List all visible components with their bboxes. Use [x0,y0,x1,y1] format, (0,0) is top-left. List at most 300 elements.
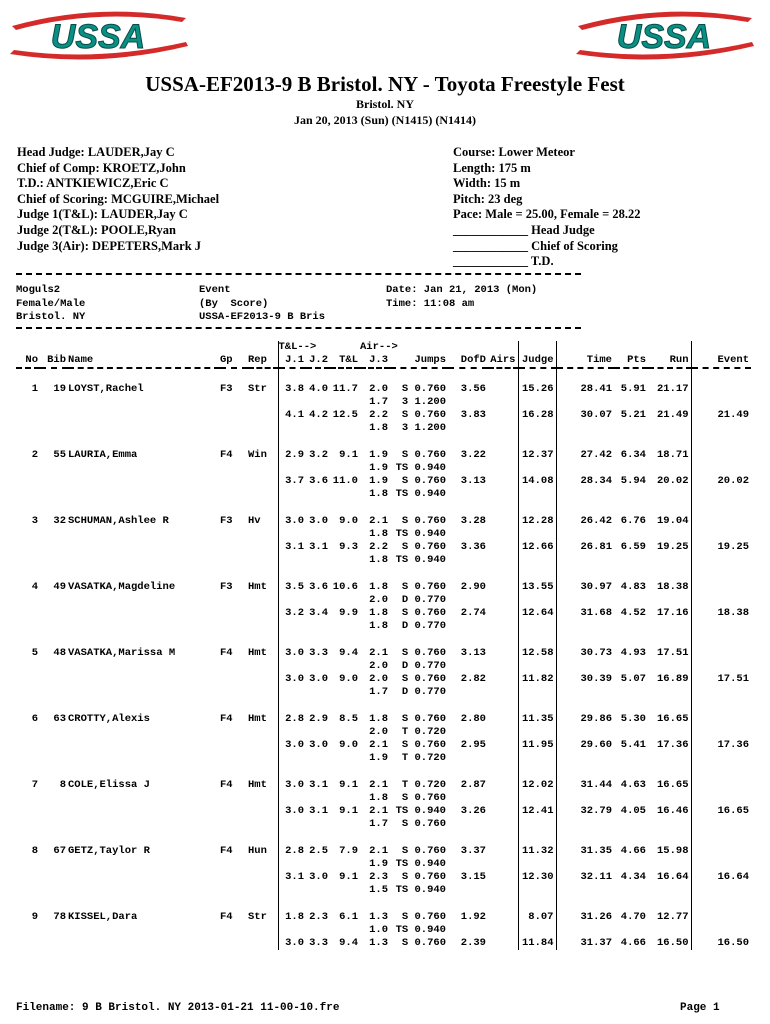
table-row [16,911,751,924]
ussa-logo-left [6,4,191,64]
cell-name [68,554,220,567]
cell-tl: T&L [330,354,360,368]
cell-j2 [306,396,330,409]
cell-gp [220,396,248,409]
cell-jumps: TS 0.940 [395,488,446,501]
cell-tl: 9.0 [339,673,358,685]
cell-time: 26.42 [556,515,614,528]
cell-tl: 9.4 [339,646,358,659]
cell-gp [220,818,248,831]
cell-j3: 1.8 [369,607,388,619]
cell-time [556,884,614,897]
cell-rep: Str [248,382,267,395]
cell-j2 [306,818,330,831]
cell-jumps: S 0.760 [401,818,446,831]
cell-gp [220,726,248,739]
cell-time: 29.86 [556,713,614,726]
cell-name [68,884,220,897]
divider [16,273,581,275]
cell-judge [518,660,556,673]
cell-judge: 11.35 [518,713,556,726]
cell-airs [488,647,518,660]
cell-rep: Hun [248,844,267,857]
cell-no: 5 [31,646,38,659]
cell-j2: 3.0 [309,871,328,883]
cell-bib: 19 [53,382,66,395]
official-line: Judge 2(T&L): POOLE,Ryan [17,222,176,237]
cell-rep [248,488,278,501]
cell-tl [330,396,360,409]
cell-judge: 12.28 [518,515,556,528]
cell-no [16,554,40,567]
table-row [16,528,751,541]
cell-judge [518,341,556,354]
cell-time [556,924,614,937]
cell-name [68,686,220,699]
course-line: Pace: Male = 25.00, Female = 28.22 [453,207,641,222]
cell-jumps: S 0.760 [401,739,446,751]
cell-bib [40,792,68,805]
cell-name [68,594,220,607]
cell-dofd [448,341,488,354]
cell-j1 [278,488,306,501]
cell-run: 16.89 [656,673,689,685]
cell-tl: 7.9 [339,844,358,857]
cell-event [691,686,751,699]
cell-name [68,792,220,805]
cell-run: 21.49 [656,409,689,421]
cell-time [556,752,614,765]
cell-pts: 4.05 [620,805,646,817]
cell-tl [330,488,360,501]
cell-judge: 16.28 [518,409,556,422]
course-info [453,145,640,270]
cell-rep [248,884,278,897]
cell-airs [488,858,518,871]
cell-jumps: TS 0.940 [395,884,446,897]
cell-time: Time [556,354,614,368]
cell-airs [488,409,518,422]
event-location: Bristol. NY [356,97,414,111]
cell-j2: 4.0 [309,382,328,395]
cell-jumps: S 0.760 [401,541,446,553]
table-row [16,845,751,858]
cell-event [691,488,751,501]
cell-time: 31.44 [556,779,614,792]
cell-j1 [278,396,306,409]
cell-time [556,554,614,567]
cell-j3: 1.3 [369,937,388,949]
table-row [16,607,751,620]
cell-name [68,462,220,475]
cell-tl [330,884,360,897]
cell-gp [220,422,248,435]
cell-run [648,686,691,699]
cell-event: Event [691,354,751,368]
cell-rep [248,871,278,884]
cell-dofd [448,752,488,765]
cell-j3: 1.9 [369,448,388,461]
cell-j3: 2.0 [369,673,388,685]
cell-time [556,528,614,541]
cell-event [691,726,751,739]
cell-airs [488,554,518,567]
cell-jumps: S 0.760 [401,514,446,527]
cell-time [556,594,614,607]
event-meta-col1 [16,284,85,325]
cell-gp [220,805,248,818]
cell-j2: 3.6 [309,580,328,593]
cell-tl: 6.1 [339,910,358,923]
cell-dofd: 3.37 [460,844,486,857]
official-line: Judge 1(T&L): LAUDER,Jay C [17,207,188,222]
cell-pts: 6.76 [620,514,646,527]
cell-j1 [278,422,306,435]
cell-pts: 4.63 [620,778,646,791]
cell-j1: T&L--> [278,341,317,353]
cell-airs [488,515,518,528]
cell-j2: J.2 [306,354,330,368]
cell-gp: F3 [220,580,233,593]
cell-dofd: 2.74 [460,607,486,619]
cell-j1: 3.0 [278,805,306,818]
cell-pts [614,620,648,633]
cell-j2: 3.4 [309,607,328,619]
cell-j3: 1.8 [369,554,388,567]
cell-tl [330,528,360,541]
cell-gp [220,528,248,541]
cell-time: 27.42 [556,449,614,462]
cell-rep [248,396,278,409]
cell-bib [40,396,68,409]
cell-j1: 3.2 [278,607,306,620]
cell-j2 [306,620,330,633]
cell-jumps: S 0.760 [401,844,446,857]
cell-jumps: S 0.760 [401,910,446,923]
officials-left [17,145,219,254]
cell-airs [488,805,518,818]
table-row [16,409,751,422]
cell-judge [518,528,556,541]
cell-bib [40,528,68,541]
cell-j2 [306,422,330,435]
cell-event: 16.64 [691,871,751,884]
cell-rep [248,937,278,950]
cell-rep: Rep [248,354,278,368]
cell-j2 [306,554,330,567]
cell-judge [518,620,556,633]
cell-airs [488,884,518,897]
cell-event [691,713,751,726]
cell-jumps: T 0.720 [401,752,446,765]
cell-judge [518,594,556,607]
cell-rep [248,924,278,937]
cell-pts: 4.93 [620,646,646,659]
table-row [16,792,751,805]
cell-name: VASATKA,Magdeline [68,580,176,593]
cell-gp: F4 [220,448,233,461]
cell-airs [488,594,518,607]
cell-j1: 3.0 [278,779,306,792]
cell-tl: 9.0 [339,739,358,751]
cell-time: 32.79 [556,805,614,818]
cell-airs [488,396,518,409]
cell-pts: 6.59 [620,541,646,553]
cell-bib [40,594,68,607]
cell-time [556,726,614,739]
cell-run: 18.38 [656,580,689,593]
cell-pts [614,462,648,475]
cell-airs [488,488,518,501]
cell-j1: 3.1 [278,871,306,884]
cell-judge [518,752,556,765]
cell-airs [488,449,518,462]
cell-judge [518,396,556,409]
cell-jumps: TS 0.940 [395,527,446,540]
signature-line: ____________ T.D. [453,254,554,269]
cell-dofd [448,620,488,633]
meta-line: Event [199,284,231,296]
cell-event [691,341,751,354]
cell-j3: 2.1 [369,739,388,751]
cell-gp: F4 [220,844,233,857]
cell-airs [488,528,518,541]
cell-j3: 1.0 [369,923,388,936]
cell-jumps: D 0.770 [401,593,446,606]
cell-pts [614,594,648,607]
cell-jumps: T 0.720 [401,778,446,791]
cell-dofd: 2.82 [460,673,486,685]
cell-time: 31.26 [556,911,614,924]
cell-event: 16.65 [691,805,751,818]
cell-run: 19.25 [656,541,689,553]
cell-j1 [278,554,306,567]
cell-pts: 5.94 [620,475,646,487]
cell-j2: 2.9 [309,712,328,725]
cell-judge [518,726,556,739]
cell-rep [248,792,278,805]
cell-run [648,660,691,673]
cell-run: 21.17 [656,382,689,395]
cell-dofd: 1.92 [460,910,486,923]
cell-airs: Airs [488,354,518,368]
cell-judge [518,422,556,435]
cell-tl: 9.0 [339,514,358,527]
cell-j2: 4.2 [309,409,328,421]
cell-jumps: S 0.760 [401,448,446,461]
cell-run [648,341,691,354]
cell-run: 16.65 [656,778,689,791]
cell-j3: 1.8 [369,712,388,725]
cell-judge: 12.66 [518,541,556,554]
cell-time [556,620,614,633]
cell-event: 20.02 [691,475,751,488]
cell-name [68,620,220,633]
cell-tl: 9.1 [339,805,358,817]
cell-time: 31.35 [556,845,614,858]
cell-no [16,475,40,488]
cell-j3: 2.0 [369,382,388,395]
cell-rep [248,726,278,739]
cell-gp: F4 [220,712,233,725]
cell-run: 15.98 [656,844,689,857]
cell-tl [330,594,360,607]
row-spacer [16,897,751,910]
cell-gp [220,792,248,805]
cell-time [556,396,614,409]
cell-pts [614,686,648,699]
cell-run: 16.64 [656,871,689,883]
cell-bib [40,937,68,950]
cell-run [648,858,691,871]
cell-j1: 4.1 [278,409,306,422]
cell-jumps: S 0.760 [401,382,446,395]
cell-gp [220,594,248,607]
cell-dofd [448,726,488,739]
table-row [16,541,751,554]
cell-time: 30.97 [556,581,614,594]
cell-pts [614,554,648,567]
cell-event [691,554,751,567]
cell-jumps: Jumps [390,354,448,368]
cell-run: 20.02 [656,475,689,487]
cell-jumps: S 0.760 [401,712,446,725]
cell-gp [220,341,248,354]
cell-airs [488,924,518,937]
table-row [16,673,751,686]
cell-dofd [448,488,488,501]
cell-rep: Hmt [248,580,267,593]
cell-j1 [278,884,306,897]
cell-j3: 1.8 [369,791,388,804]
cell-time: 31.37 [556,937,614,950]
cell-tl: 11.0 [332,475,358,487]
official-line: Judge 3(Air): DEPETERS,Mark J [17,238,202,253]
cell-j1 [278,752,306,765]
cell-j1 [278,462,306,475]
cell-dofd: 3.28 [460,514,486,527]
table-row [16,620,751,633]
results-table [16,341,751,950]
cell-jumps: S 0.760 [401,409,446,421]
cell-tl [330,620,360,633]
cell-j2 [306,752,330,765]
cell-airs [488,462,518,475]
cell-event [691,422,751,435]
cell-j1: 1.8 [278,911,306,924]
cell-no: 3 [31,514,38,527]
cell-no [16,752,40,765]
cell-rep [248,673,278,686]
cell-name [68,409,220,422]
cell-jumps: S 0.760 [401,607,446,619]
cell-jumps [390,341,448,354]
course-line: Length: 175 m [453,160,531,175]
cell-j2 [306,884,330,897]
cell-rep: Hv [248,514,261,527]
row-spacer [16,765,751,778]
cell-time: 30.39 [556,673,614,686]
table-row [16,462,751,475]
table-row [16,726,751,739]
meta-line: Moguls2 [16,284,61,296]
cell-event: 16.50 [691,937,751,950]
cell-j2: 2.3 [309,910,328,923]
cell-rep [248,607,278,620]
cell-time [556,686,614,699]
cell-dofd [448,884,488,897]
cell-dofd [448,554,488,567]
cell-judge: 8.07 [518,911,556,924]
cell-j1 [278,594,306,607]
cell-run [648,818,691,831]
cell-bib: 55 [53,448,66,461]
cell-time: 29.60 [556,739,614,752]
cell-rep [248,818,278,831]
cell-tl [330,422,360,435]
cell-jumps: TS 0.940 [395,923,446,936]
cell-j3: 1.8 [369,580,388,593]
cell-j3: 1.8 [369,422,388,435]
meta-line: Bristol. NY [16,311,86,323]
cell-dofd: 3.36 [460,541,486,553]
cell-event [691,647,751,660]
cell-pts: Pts [614,354,648,368]
cell-dofd [448,422,488,435]
cell-gp [220,462,248,475]
cell-j1 [278,792,306,805]
cell-rep: Hmt [248,712,267,725]
cell-bib: 78 [53,910,66,923]
cell-dofd: 2.39 [460,937,486,949]
cell-no [16,541,40,554]
cell-time: 31.68 [556,607,614,620]
cell-gp [220,541,248,554]
cell-j1 [278,620,306,633]
cell-run [648,554,691,567]
cell-no: 1 [31,382,38,395]
cell-airs [488,713,518,726]
table-row [16,713,751,726]
cell-jumps: S 0.760 [401,871,446,883]
cell-pts: 4.34 [620,871,646,883]
cell-name [68,673,220,686]
cell-event [691,620,751,633]
cell-j2: 3.6 [309,475,328,487]
cell-event [691,792,751,805]
table-row [16,475,751,488]
cell-judge [518,462,556,475]
cell-dofd [448,462,488,475]
cell-pts [614,726,648,739]
cell-name [68,937,220,950]
cell-run [648,752,691,765]
cell-j2 [306,528,330,541]
footer-page: Page 1 [680,1002,720,1014]
cell-tl [330,924,360,937]
event-date-line: Jan 20, 2013 (Sun) (N1415) (N1414) [293,113,476,127]
cell-j2 [306,924,330,937]
cell-pts: 4.83 [620,580,646,593]
divider [16,327,581,329]
meta-line: Time: 11:08 am [386,297,475,310]
cell-gp: Gp [220,354,248,368]
meta-line: (By Score) [199,297,269,310]
cell-name [68,341,220,354]
table-row [16,594,751,607]
cell-tl [330,341,360,354]
cell-j3: 1.9 [369,461,388,474]
